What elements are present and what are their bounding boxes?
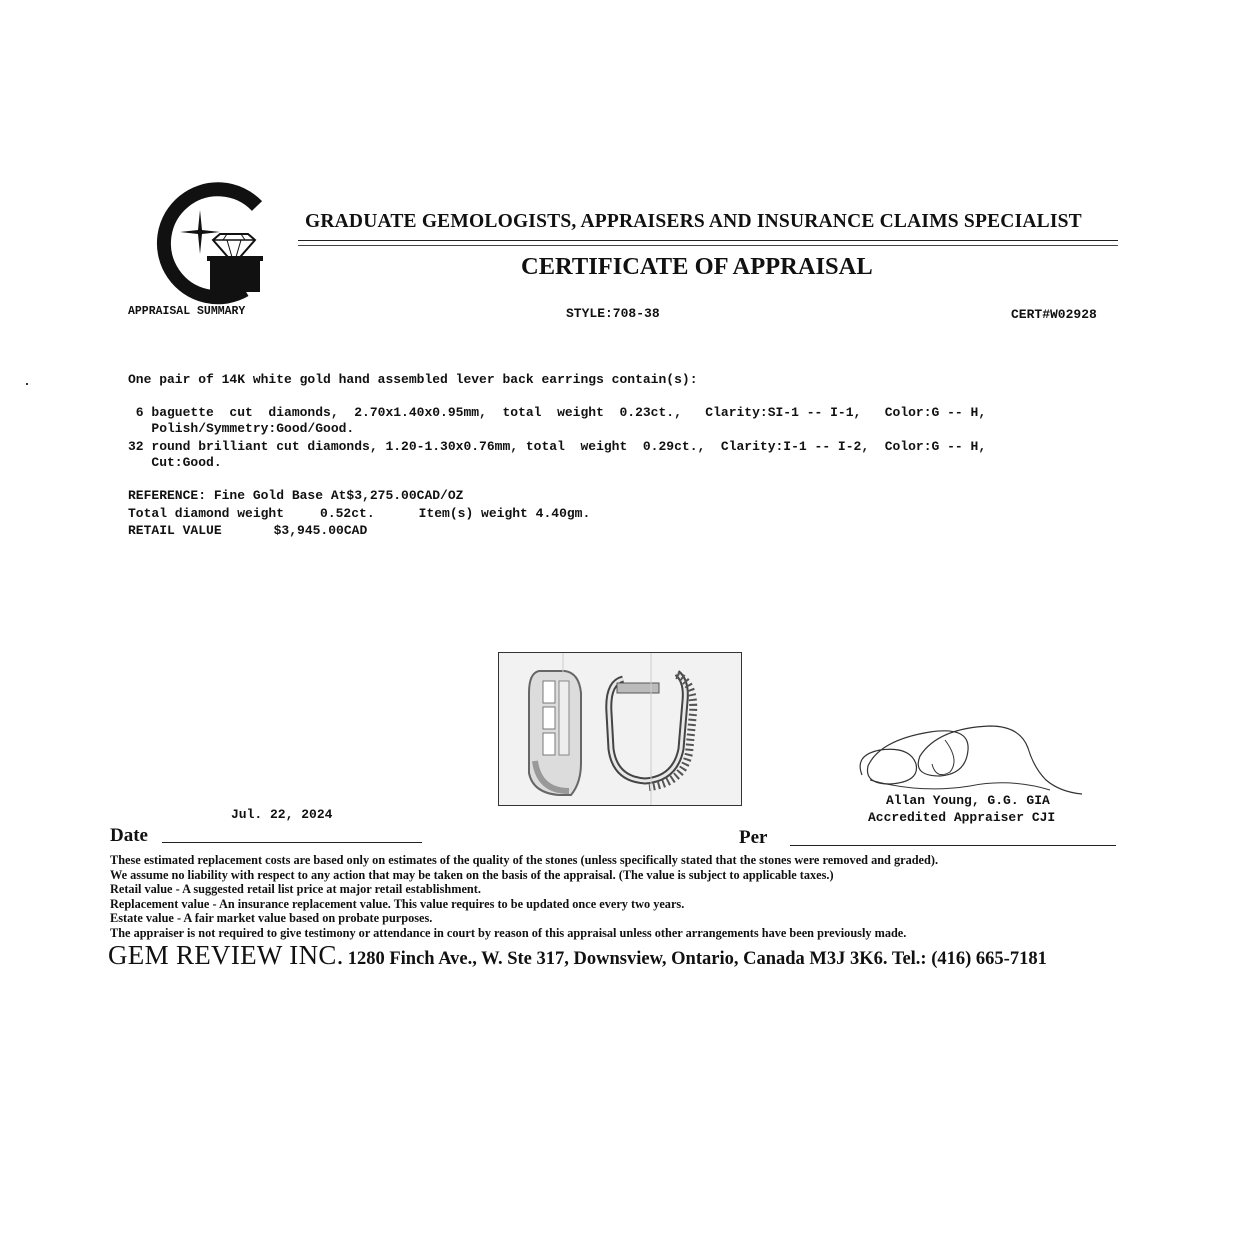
appraisal-summary-label: APPRAISAL SUMMARY xyxy=(128,305,246,318)
total-diamond-label: Total diamond weight xyxy=(128,506,285,521)
certificate-title: CERTIFICATE OF APPRAISAL xyxy=(521,253,873,280)
total-diamond-weight-row xyxy=(128,506,590,521)
disclaimer-line: Replacement value - An insurance replacement value. This value requires to be updated once every two years. xyxy=(110,896,685,911)
appraiser-name: Allan Young, G.G. GIA xyxy=(886,793,1050,808)
earrings-photo xyxy=(498,652,742,806)
disclaimer-block xyxy=(110,853,938,941)
company-address: 1280 Finch Ave., W. Ste 317, Downsview, Ontario, Canada M3J 3K6. Tel.: (416) 665-7181 xyxy=(347,949,1047,969)
item-weight: Item(s) weight 4.40gm. xyxy=(418,506,591,521)
gem-logo-icon xyxy=(145,180,270,305)
stone-line: 32 round brilliant cut diamonds, 1.20-1.30x0.76mm, total weight 0.29ct., Clarity:I-1 -- I-2, Color:G -- H, xyxy=(128,439,987,454)
heading-divider-thin xyxy=(298,245,1118,246)
company-name: GEM REVIEW INC. xyxy=(108,940,344,970)
specialist-heading: GRADUATE GEMOLOGISTS, APPRAISERS AND INSURANCE CLAIMS SPECIALIST xyxy=(305,211,1082,232)
total-diamond-value: 0.52ct. xyxy=(320,506,375,521)
gold-base-reference: REFERENCE: Fine Gold Base At$3,275.00CAD/OZ xyxy=(128,488,464,503)
per-signature-line xyxy=(790,845,1116,846)
retail-value-row xyxy=(128,523,367,538)
earrings-illustration xyxy=(499,653,741,805)
appraisal-date: Jul. 22, 2024 xyxy=(231,807,333,822)
per-label: Per xyxy=(739,827,768,848)
disclaimer-line: Estate value - A fair market value based on probate purposes. xyxy=(110,911,433,926)
item-description-intro: One pair of 14K white gold hand assembled lever back earrings contain(s): xyxy=(128,372,698,387)
date-signature-line xyxy=(162,842,422,843)
appraiser-credential: Accredited Appraiser CJI xyxy=(868,810,1056,825)
disclaimer-line: The appraiser is not required to give testimony or attendance in court by reason of this appraisal unless other arrangements have been previously made. xyxy=(110,925,907,940)
date-label: Date xyxy=(110,825,148,846)
style-number: STYLE:708-38 xyxy=(566,306,660,321)
company-footer xyxy=(108,940,1047,971)
stone-line: Cut:Good. xyxy=(128,455,222,470)
retail-label: RETAIL VALUE xyxy=(128,523,222,538)
stone-line: 6 baguette cut diamonds, 2.70x1.40x0.95mm, total weight 0.23ct., Clarity:SI-1 -- I-1, Color:G -- H, xyxy=(128,405,987,420)
retail-value: $3,945.00CAD xyxy=(273,523,368,538)
disclaimer-line: We assume no liability with respect to any action that may be taken on the basis of the appraisal. (The value is subject to applicable taxes.) xyxy=(110,867,834,882)
scan-speck xyxy=(26,383,28,385)
disclaimer-line: Retail value - A suggested retail list price at major retail establishment. xyxy=(110,882,481,897)
disclaimer-line: These estimated replacement costs are based only on estimates of the quality of the stones (unless specifically stated that the stones were removed and graded). xyxy=(110,853,939,867)
stone-line: Polish/Symmetry:Good/Good. xyxy=(128,421,355,436)
heading-divider xyxy=(298,240,1118,241)
cert-number: CERT#W02928 xyxy=(1011,307,1097,322)
